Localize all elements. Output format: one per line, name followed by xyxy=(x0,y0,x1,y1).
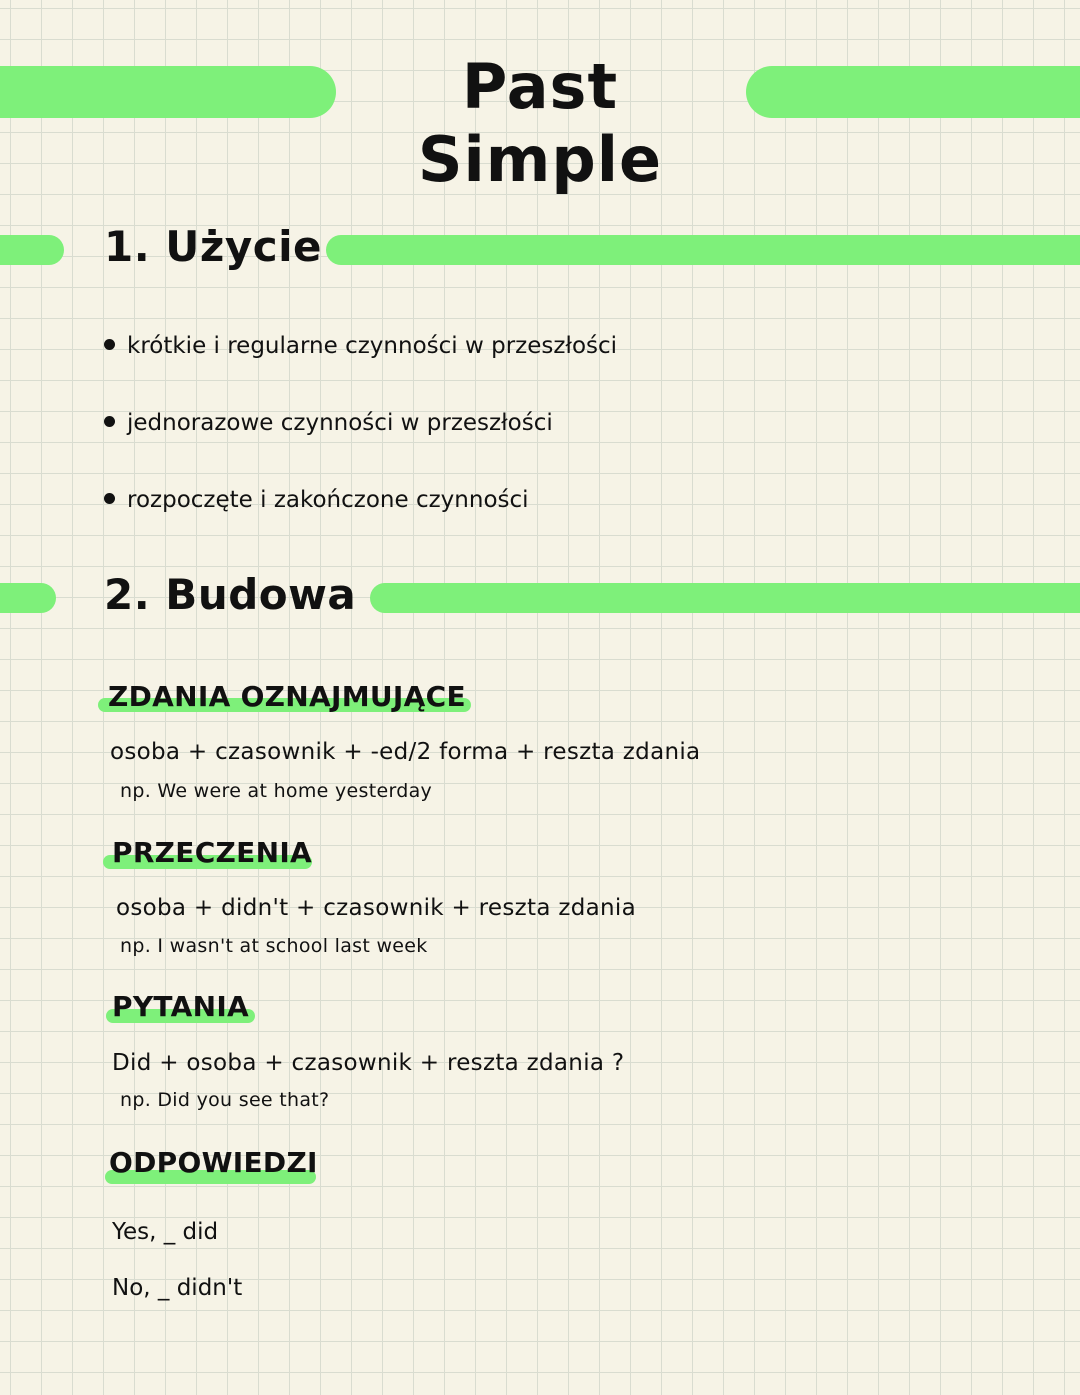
label-negative: PRZECZENIA xyxy=(112,836,313,869)
answer-no: No, _ didn't xyxy=(112,1275,243,1301)
example-affirmative: np. We were at home yesterday xyxy=(120,780,433,802)
usage-bullet-text: krótkie i regularne czynności w przeszłości xyxy=(127,333,618,359)
section-heading-usage: 1. Użycie xyxy=(104,222,323,271)
section-heading-structure: 2. Budowa xyxy=(104,570,357,619)
usage-bullet-text: jednorazowe czynności w przeszłości xyxy=(127,410,553,436)
section-2-bar-left xyxy=(0,583,56,613)
section-1-bar-right xyxy=(326,235,1080,265)
label-questions: PYTANIA xyxy=(112,990,250,1023)
bullet-dot-icon xyxy=(104,339,115,350)
formula-negative: osoba + didn't + czasownik + reszta zdania xyxy=(116,895,636,921)
example-negative: np. I wasn't at school last week xyxy=(120,935,428,957)
usage-bullet-3 xyxy=(104,487,529,513)
usage-bullet-2 xyxy=(104,410,553,436)
example-questions: np. Did you see that? xyxy=(120,1089,330,1111)
title-bar-left xyxy=(0,66,336,118)
usage-bullet-text: rozpoczęte i zakończone czynności xyxy=(127,487,529,513)
label-affirmative: ZDANIA OZNAJMUJĄCE xyxy=(108,680,466,713)
title-bar-right xyxy=(746,66,1080,118)
section-2-bar-right xyxy=(370,583,1080,613)
section-1-bar-left xyxy=(0,235,64,265)
bullet-dot-icon xyxy=(104,493,115,504)
formula-questions: Did + osoba + czasownik + reszta zdania ? xyxy=(112,1050,625,1076)
answer-yes: Yes, _ did xyxy=(112,1219,219,1245)
label-answers: ODPOWIEDZI xyxy=(109,1146,318,1179)
bullet-dot-icon xyxy=(104,416,115,427)
usage-bullet-1 xyxy=(104,333,617,359)
formula-affirmative: osoba + czasownik + -ed/2 forma + reszta zdania xyxy=(110,739,701,765)
page-title: Past Simple xyxy=(417,50,663,196)
